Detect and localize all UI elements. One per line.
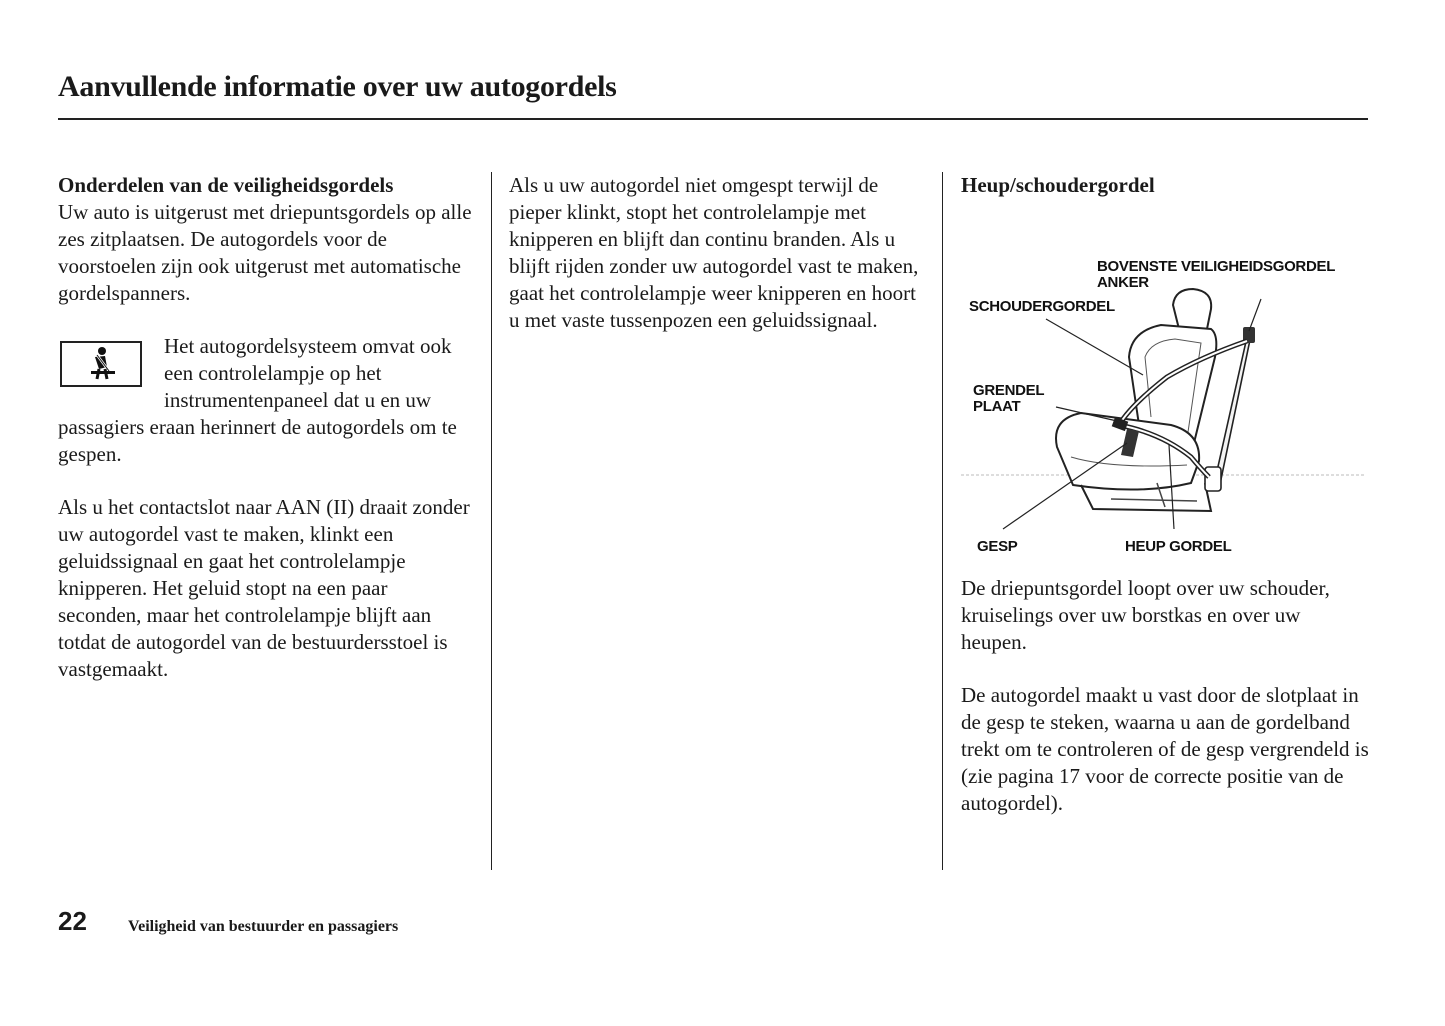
section-heading-components: Onderdelen van de veiligheidsgordels bbox=[58, 173, 394, 197]
column-divider-right bbox=[942, 172, 943, 870]
column-middle bbox=[509, 172, 927, 334]
footer-section-title: Veiligheid van bestuurder en passagiers bbox=[128, 918, 399, 935]
continued-paragraph: Als u uw autogordel niet omgespt terwijl de pieper klinkt, stopt het controlelampje met knipperen en blijft dan continu branden. Als u blijft rijden zonder uw autogordel vast te maken, gaat het controlelampje weer knipperen en hoort u met vaste tussenpozen een geluidssignaal. bbox=[509, 173, 919, 332]
indicator-paragraph: Het autogordelsysteem omvat ook een controlelampje op het instrumentenpaneel dat u en uw passagiers eraan herinnert de autogordels om te gespen. bbox=[58, 334, 457, 466]
title-divider bbox=[58, 118, 1368, 120]
column-right bbox=[961, 172, 1371, 817]
label-upper-anchor-2: ANKER bbox=[1097, 274, 1149, 291]
seat-belt-diagram bbox=[961, 207, 1371, 567]
diagram-caption-paragraph: De driepuntsgordel loopt over uw schouder, kruiselings over uw borstkas en over uw heupen. bbox=[961, 576, 1330, 654]
column-divider-left bbox=[491, 172, 492, 870]
label-buckle: GESP bbox=[977, 538, 1018, 555]
page-title: Aanvullende informatie over uw autogordels bbox=[58, 70, 617, 103]
ignition-paragraph: Als u het contactslot naar AAN (II) draait zonder uw autogordel vast te maken, klinkt een geluidssignaal en gaat het controlelampje knipperen. Het geluid stopt na een paar seconden, maar het controlelampje blijft aan totdat de autogordel van de bestuurdersstoel is vastgemaakt. bbox=[58, 495, 470, 681]
seat-belt-reminder-icon bbox=[60, 341, 142, 387]
intro-paragraph: Uw auto is uitgerust met driepuntsgordels op alle zes zitplaatsen. De autogordels voor de voorstoelen zijn ook uitgerust met automatische gordelspanners. bbox=[58, 200, 472, 305]
page-number: 22 bbox=[58, 906, 87, 936]
label-lap-belt: HEUP GORDEL bbox=[1125, 538, 1232, 555]
label-latch-plate: GRENDEL bbox=[973, 382, 1045, 399]
label-latch-plate-2: PLAAT bbox=[973, 398, 1021, 415]
label-upper-anchor: BOVENSTE VEILIGHEIDSGORDEL bbox=[1097, 258, 1336, 275]
label-shoulder-belt: SCHOUDERGORDEL bbox=[969, 298, 1115, 315]
indicator-block bbox=[58, 333, 476, 468]
column-left bbox=[58, 172, 476, 683]
buckling-paragraph: De autogordel maakt u vast door de slotplaat in de gesp te steken, waarna u aan de gordelband trekt om te controleren of de gesp vergrendeld is (zie pagina 17 voor de correcte positie van de autogordel). bbox=[961, 683, 1369, 815]
section-heading-lap-shoulder: Heup/schoudergordel bbox=[961, 173, 1155, 197]
